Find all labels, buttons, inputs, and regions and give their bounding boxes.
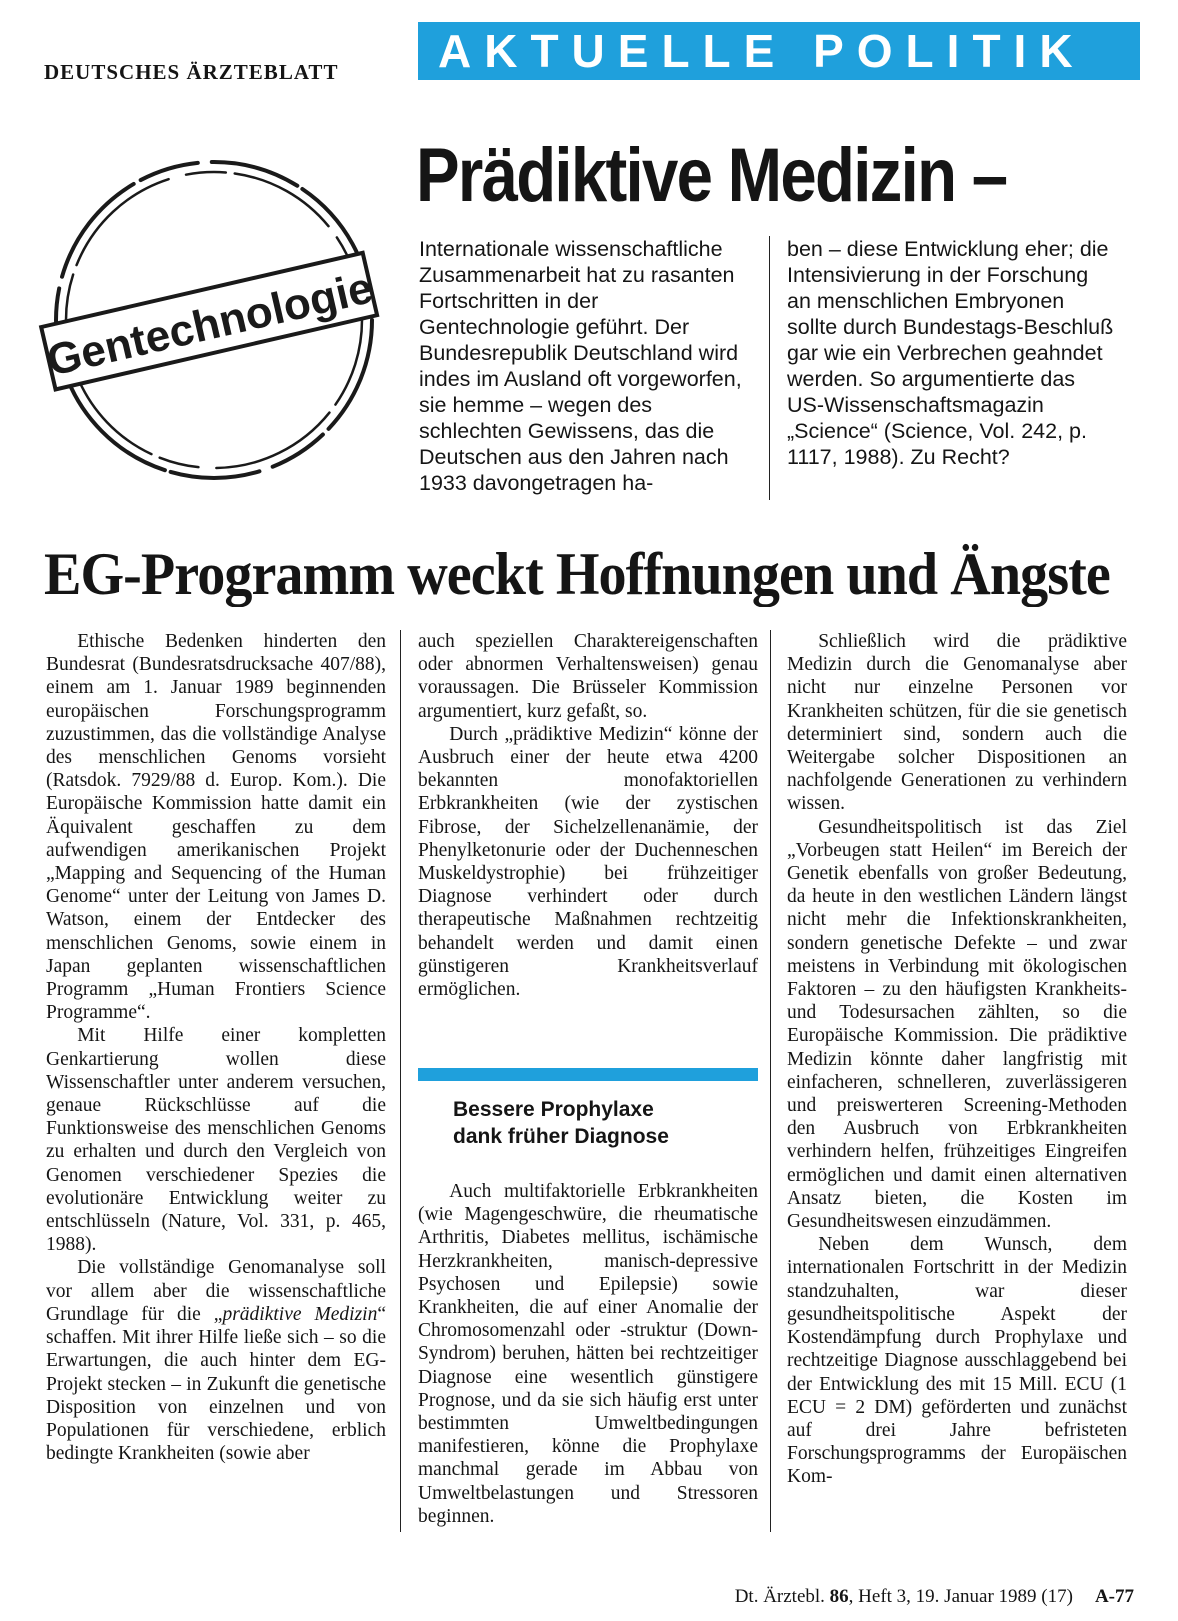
body-column-3 <box>787 630 1127 1489</box>
journal-name: Dt. Ärztebl. <box>734 1586 825 1607</box>
page-title: Prädiktive Medizin – <box>416 133 1007 218</box>
intro-column-right: ben – diese Entwicklung eher; die Intensivierung in der Forschung an menschlichen Embryonen sollte durch Bundestags-Beschluß gar wie ein Verbrechen geahndet werden. So argumentierte das US-Wissenschaftsmagazin „Science“ (Science, Vol. 242, p. 1117, 1988). Zu Recht? <box>787 237 1114 469</box>
paragraph: Die vollständige Genomanalyse soll vor allem aber die wissenschaftliche Grundlage für die „prädiktive Medizin“ schaffen. Mit ihrer Hilfe ließe sich – so die Erwartungen, die auch hinter dem EG-Projekt stecken – in Zukunft die genetische Disposition von einzelnen und von Populationen für verschiedene, erblich bedingte Krankheiten (sowie aber <box>46 1257 386 1465</box>
paragraph: Mit Hilfe einer kompletten Genkartierung wollen diese Wissenschaftler unter anderem versuchen, genaue Rückschlüsse auf die Funktionsweise des menschlichen Genoms zu erhalten und durch den Vergleich von Genomen verschiedener Spezies die evolutionäre Entwicklung weiter zu entschlüsseln (Nature, Vol. 331, p. 465, 1988). <box>46 1025 386 1256</box>
paragraph: Gesundheitspolitisch ist das Ziel „Vorbeugen statt Heilen“ im Bereich der Genetik ebenfalls von großer Bedeutung, da heute in den westlichen Ländern längst nicht mehr die Infektionskrankheiten, sondern genetische Defekte – und zwar meistens in Verbindung mit ökologischen Faktoren – zu den häufigsten Krankheits- und Todesursachen zählten, so die Europäische Kommission. Die prädiktive Medizin könnte daher langfristig mit einfacheren, schnelleren, zuverlässigeren und preiswerteren Screening-Methoden den Ausbruch von Erbkrankheiten verhindern helfen, frühzeitiges Eingreifen ermöglichen und damit einen alternativen Ansatz bieten, die Kosten im Gesundheitswesen einzudämmen. <box>787 816 1127 1233</box>
paragraph: Schließlich wird die prädiktive Medizin durch die Genomanalyse aber nicht nur einzelne Personen vor Krankheiten schützen, für die sie genetisch determiniert sind, sondern auch die Weitergabe solcher Dispositionen an nachfolgende Generationen zu verhindern wissen. <box>787 631 1127 815</box>
column-divider <box>400 630 401 1532</box>
subheadline: EG-Programm weckt Hoffnungen und Ängste <box>44 541 1110 607</box>
paragraph: Neben dem Wunsch, dem internationalen Fortschritt in der Medizin standzuhalten, war dieser gesundheitspolitische Aspekt der Kostendämpfung durch Prophylaxe und rechtzeitige Diagnose ausschlaggebend bei der Entwicklung des mit 15 Mill. ECU (1 ECU = 2 DM) geförderten und zunächst auf drei Jahre befristeten Forschungsprogramms der Europäischen Kom- <box>787 1234 1127 1488</box>
page-footer <box>735 1586 1134 1608</box>
column-divider <box>770 630 771 1532</box>
paragraph: Ethische Bedenken hinderten den Bundesrat (Bundesratsdrucksache 407/88), einem am 1. Januar 1989 beginnenden europäischen Forschungsprogramm zuzustimmen, das die vollständige Analyse des menschlichen Genoms vorsieht (Ratsdok. 7929/88 d. Europ. Kom.). Die Europäische Kommission hatte damit ein Äquivalent geschaffen zu dem aufwendigen amerikanischen Projekt „Mapping and Sequencing of the Human Genome“ unter der Leitung von James D. Watson, einem der Entdecker des menschlichen Genoms, sowie einem in Japan geplanten wissenschaftlichen Programm „Human Frontiers Science Programme“. <box>46 631 386 1024</box>
emphasis: prädiktive Medizin <box>222 1303 378 1325</box>
paragraph: Durch „prädiktive Medizin“ könne der Ausbruch einer der heute etwa 4200 bekannten monofaktoriellen Erbkrankheiten (wie der zystischen Fibrose, der Sichelzellenanämie, der Phenylketonurie oder der Duchenneschen Muskeldystrophie) bei frühzeitiger Diagnose verhindert oder durch therapeutische Maßnahmen rechtzeitig behandelt werden und damit einen günstigeren Krankheitsverlauf ermöglichen. <box>418 723 758 1001</box>
body-column-2 <box>418 630 758 1001</box>
section-banner: AKTUELLE POLITIK <box>418 22 1140 80</box>
box-heading: Bessere Prophylaxe dank früher Diagnose <box>453 1098 669 1148</box>
body-column-2-lower <box>418 1180 758 1528</box>
paragraph: auch speziellen Charaktereigenschaften oder abnormen Verhaltensweisen) genau voraussagen. Die Brüsseler Kommission argumentiert, kurz gefaßt, so. <box>418 631 758 722</box>
intro-divider <box>769 236 770 500</box>
intro-column-left: Internationale wissenschaftliche Zusammenarbeit hat zu rasanten Fortschritten in der Gentechnologie geführt. Der Bundesrepublik Deutschland wird indes im Ausland oft vorgeworfen, sie hemme – wegen des schlechten Gewissens, das die Deutschen aus den Jahren nach 1933 davongetragen ha- <box>419 237 742 495</box>
volume-number: 86 <box>829 1586 849 1607</box>
stamp-label: Gentechnologie <box>42 263 378 386</box>
body-column-1 <box>46 630 386 1465</box>
issue-info: , Heft 3, 19. Januar 1989 (17) <box>848 1586 1073 1607</box>
stamp-graphic <box>36 140 391 495</box>
page-number: A-77 <box>1094 1586 1134 1607</box>
paragraph: Auch multifaktorielle Erbkrankheiten (wie Magengeschwüre, die rheumatische Arthritis, Diabetes mellitus, ischämische Herzkrankheiten, manisch-depressive Psychosen und Epilepsie) sowie Krankheiten, die auf einer Anomalie der Chromosomenzahl oder -struktur (Down-Syndrom) beruhen, hätten bei rechtzeitiger Diagnose eine wesentlich günstigere Prognose, und da sie sich häufig erst unter bestimmten Umweltbedingungen manifestieren, könne die Prophylaxe manchmal gerade im Abbau von Umweltbelastungen und Stressoren beginnen. <box>418 1181 758 1527</box>
box-accent-bar <box>418 1068 758 1081</box>
masthead: DEUTSCHES ÄRZTEBLATT <box>44 60 339 84</box>
